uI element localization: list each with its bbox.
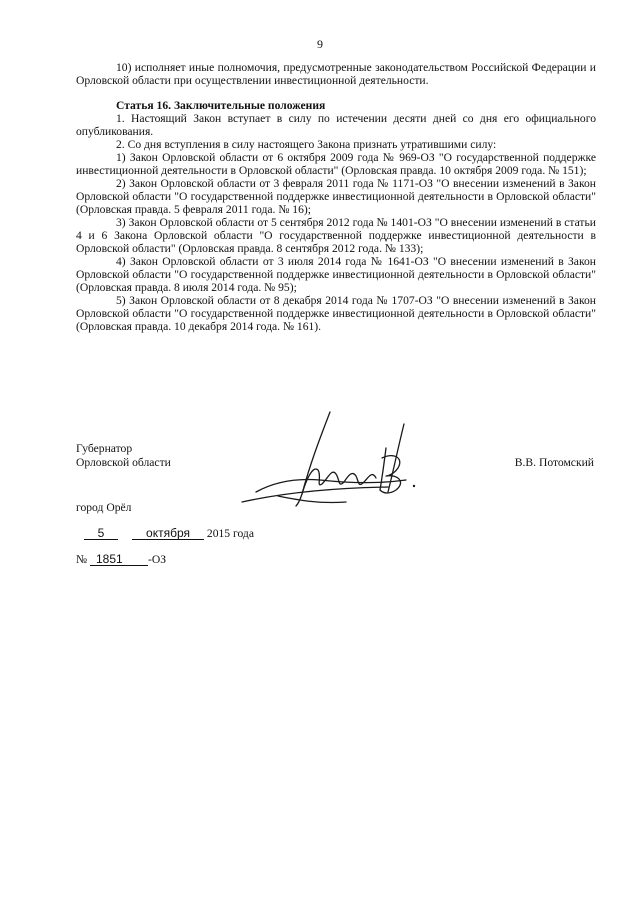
signatory-title-line2: Орловской области xyxy=(76,456,171,469)
signing-date xyxy=(76,527,254,540)
signatory-title-line1: Губернатор xyxy=(76,442,133,455)
date-year: 2015 года xyxy=(206,527,254,540)
law-number-line xyxy=(76,553,166,566)
law-number: 1851 xyxy=(90,553,148,566)
article-16-heading: Статья 16. Заключительные положения xyxy=(116,99,326,112)
date-month: октября xyxy=(132,527,204,540)
paragraph-repeal-item-1: 1) Закон Орловской области от 6 октября 2009 года № 969-ОЗ "О государственной поддержке инвестиционной деятельности в Орловской области" (Орловская правда. 10 октября 2009 года. № 151); xyxy=(76,151,596,177)
paragraph-repeal-item-3: 3) Закон Орловской области от 5 сентября 2012 года № 1401-ОЗ "О внесении изменений в статьи 4 и 6 Закона Орловской области "О государственной поддержке инвестиционной деятельности в Орловской области" (Орловская правда. 8 сентября 2012 года. № 133); xyxy=(76,216,596,255)
page-number: 9 xyxy=(317,37,323,51)
paragraph-repeal-intro: 2. Со дня вступления в силу настоящего Закона признать утратившими силу: xyxy=(116,138,497,151)
paragraph-repeal-item-2: 2) Закон Орловской области от 3 февраля 2011 года № 1171-ОЗ "О внесении изменений в Закон Орловской области "О государственной поддержке инвестиционной деятельности в Орловской области" (Орловская правда. 5 февраля 2011 года. № 16); xyxy=(76,177,596,216)
paragraph-powers-10: 10) исполняет иные полномочия, предусмотренные законодательством Российской Федерации и Орловской области при осуществлении инвестиционной деятельности. xyxy=(76,61,596,87)
date-day: 5 xyxy=(84,527,118,540)
law-number-prefix: № xyxy=(76,553,88,566)
signatory-name: В.В. Потомский xyxy=(514,456,594,469)
paragraph-entry-into-force: 1. Настоящий Закон вступает в силу по истечении десяти дней со дня его официального опубликования. xyxy=(76,112,596,138)
place-of-signing: город Орёл xyxy=(76,501,132,514)
law-number-suffix: -ОЗ xyxy=(147,553,167,566)
handwritten-signature xyxy=(238,408,438,518)
signatory-title xyxy=(76,442,171,470)
paragraph-repeal-item-5: 5) Закон Орловской области от 8 декабря 2014 года № 1707-ОЗ "О внесении изменений в Закон Орловской области "О государственной поддержке инвестиционной деятельности в Орловской области" (Орловская правда. 10 декабря 2014 года. № 161). xyxy=(76,294,596,333)
document-body xyxy=(76,61,596,333)
paragraph-repeal-item-4: 4) Закон Орловской области от 3 июля 2014 года № 1641-ОЗ "О внесении изменений в Закон Орловской области "О государственной поддержке инвестиционной деятельности в Орловской области" (Орловская правда. 8 июля 2014 года. № 95); xyxy=(76,255,596,294)
